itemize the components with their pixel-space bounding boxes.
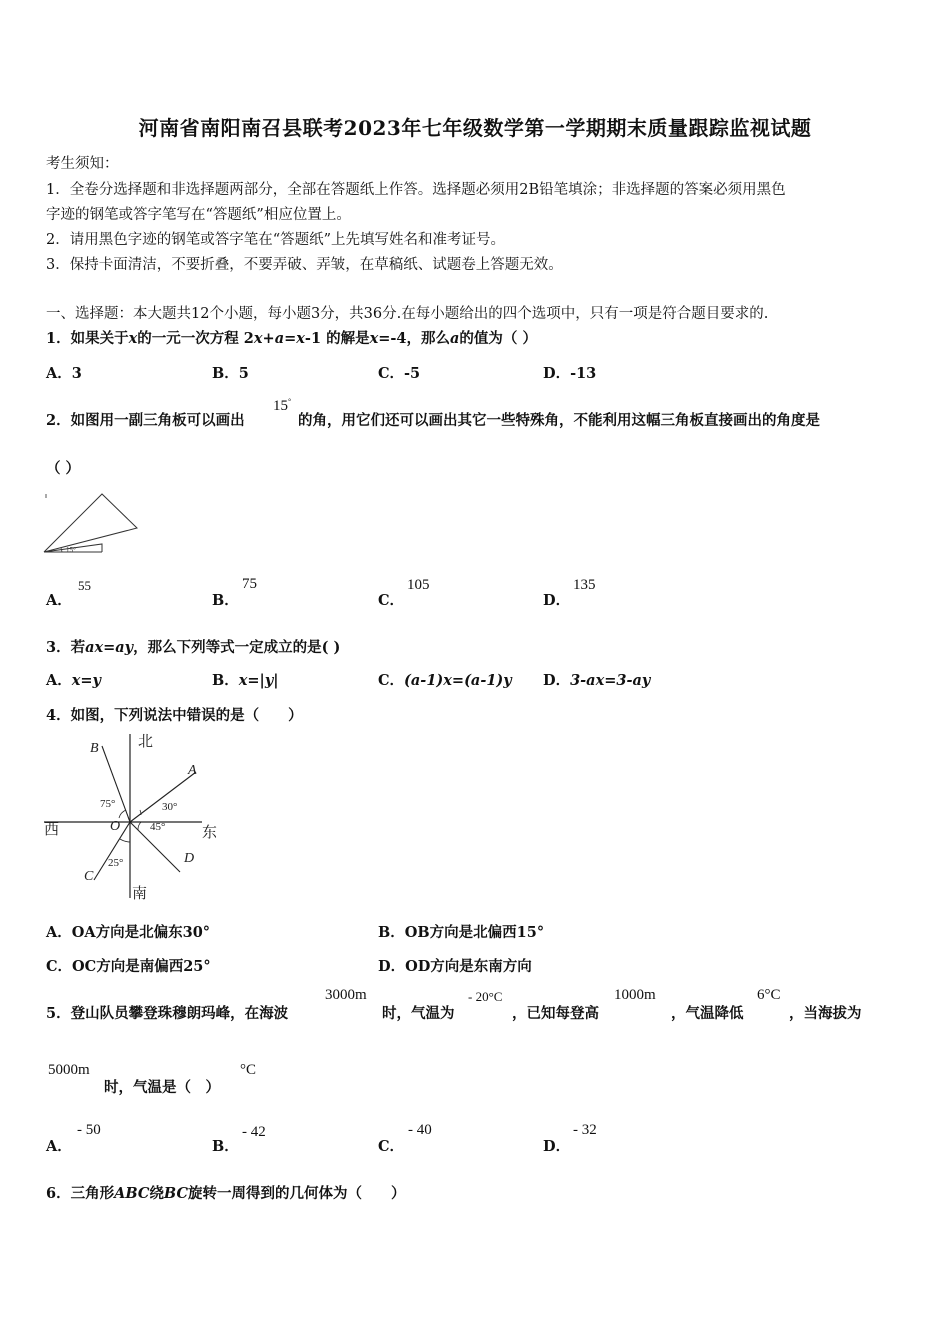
question-4: 4．如图，下列说法中错误的是（ ） [46, 707, 303, 724]
question-2-text-c: （ ） [46, 460, 81, 477]
q2-option-b-label[interactable]: B． [212, 592, 239, 609]
notice-line-1: 1．全卷分选择题和非选择题两部分，全部在答题纸上作答。选择题必须用2B铅笔填涂；非选择题的答案必须用黑色 [46, 182, 786, 198]
q1-option-a[interactable]: A．3 [46, 365, 82, 382]
q3-option-c[interactable]: C．(a-1)x=(a-1)y [378, 672, 512, 689]
question-5-text-f: 时，气温是（ ） [104, 1079, 220, 1096]
east-label: 东 [202, 825, 218, 841]
point-d-label: D [184, 851, 195, 866]
q5-altitude-1000: 1000m [614, 987, 656, 1003]
q2-option-b-value[interactable]: 75 [242, 576, 257, 592]
q5-option-d-label[interactable]: D． [543, 1138, 571, 1155]
question-5-text-b: 时，气温为 [382, 1005, 455, 1022]
q4-option-d[interactable]: D．OD方向是东南方向 [378, 958, 532, 975]
question-5-text-a: 5．登山队员攀登珠穆朗玛峰，在海波 [46, 1005, 289, 1022]
q4-option-b[interactable]: B．OB方向是北偏西15° [378, 924, 545, 941]
section-heading: 一、选择题：本大题共12个小题，每小题3分，共36分.在每小题给出的四个选项中，只有一项是符合题目要求的. [46, 306, 769, 322]
q5-temp-6: 6°C [757, 987, 781, 1003]
notice-line-2: 字迹的钢笔或答字笔写在“答题纸”相应位置上。 [46, 207, 351, 223]
fig-15-label: 15° [66, 546, 76, 554]
angle-30-label: 30° [162, 801, 178, 813]
point-a-label: A [188, 763, 197, 778]
q1-option-c[interactable]: C．-5 [378, 365, 421, 382]
q2-option-c-value[interactable]: 105 [407, 577, 430, 593]
compass-direction-figure [42, 730, 232, 902]
q5-option-b-value[interactable]: - 42 [242, 1124, 266, 1140]
q2-option-a-label[interactable]: A． [46, 592, 72, 609]
q5-temp-minus-20: - 20°C [468, 989, 503, 1004]
point-b-label: B [90, 741, 99, 756]
notice-heading: 考生须知： [46, 156, 119, 172]
page-title: 河南省南阳南召县联考2023年七年级数学第一学期期末质量跟踪监视试题 [138, 116, 812, 140]
q2-option-d-value[interactable]: 135 [573, 577, 596, 593]
q4-option-c[interactable]: C．OC方向是南偏西25° [46, 958, 211, 975]
notice-line-4: 3．保持卡面清洁，不要折叠，不要弄破、弄皱，在草稿纸、试题卷上答题无效。 [46, 257, 563, 273]
point-o-label: O [110, 819, 121, 834]
q2-option-a-value[interactable]: 55 [78, 578, 91, 593]
angle-45-label: 45° [150, 821, 166, 833]
north-label: 北 [138, 734, 154, 750]
q2-option-d-label[interactable]: D． [543, 592, 571, 609]
angle-75-label: 75° [100, 798, 116, 810]
west-label: 西 [44, 822, 60, 838]
q5-altitude-3000: 3000m [325, 987, 367, 1003]
q2-angle-15: 15° [273, 397, 292, 414]
q5-option-a-value[interactable]: - 50 [77, 1122, 101, 1138]
question-6: 6．三角形ABC绕BC旋转一周得到的几何体为（ ） [46, 1185, 406, 1202]
question-1: 1．如果关于x的一元一次方程 2x+a=x-1 的解是x=-4，那么a的值为（ ） [46, 330, 537, 347]
q5-option-a-label[interactable]: A． [46, 1138, 72, 1155]
q2-option-c-label[interactable]: C． [378, 592, 405, 609]
q5-option-d-value[interactable]: - 32 [573, 1122, 597, 1138]
question-2-text-a: 2．如图用一副三角板可以画出 [46, 412, 245, 429]
question-3: 3．若ax=ay，那么下列等式一定成立的是( ) [46, 639, 341, 656]
south-label: 南 [132, 886, 148, 902]
q3-option-a[interactable]: A．x=y [46, 672, 101, 689]
q1-option-d[interactable]: D．-13 [543, 365, 597, 382]
question-5-text-d: ，气温降低 [671, 1005, 744, 1022]
q3-option-d[interactable]: D．3-ax=3-ay [543, 672, 651, 689]
q1-option-b[interactable]: B．5 [212, 365, 249, 382]
angle-25-label: 25° [108, 857, 124, 869]
q5-altitude-5000: 5000m [48, 1062, 90, 1078]
q5-option-b-label[interactable]: B． [212, 1138, 239, 1155]
question-5-text-e: ，当海拔为 [789, 1005, 862, 1022]
q4-option-a[interactable]: A．OA方向是北偏东30° [46, 924, 211, 941]
q5-option-c-label[interactable]: C． [378, 1138, 405, 1155]
q5-option-c-value[interactable]: - 40 [408, 1122, 432, 1138]
point-c-label: C [84, 869, 94, 884]
triangle-set-figure [42, 490, 142, 556]
q5-unit-c: °C [240, 1062, 257, 1078]
notice-line-3: 2．请用黑色字迹的钢笔或答字笔在“答题纸”上先填写姓名和准考证号。 [46, 232, 506, 248]
question-5-text-c: ，已知每登高 [512, 1005, 599, 1022]
question-2-text-b: 的角，用它们还可以画出其它一些特殊角，不能利用这幅三角板直接画出的角度是 [298, 412, 820, 429]
q3-option-b[interactable]: B．x=|y| [212, 672, 279, 689]
